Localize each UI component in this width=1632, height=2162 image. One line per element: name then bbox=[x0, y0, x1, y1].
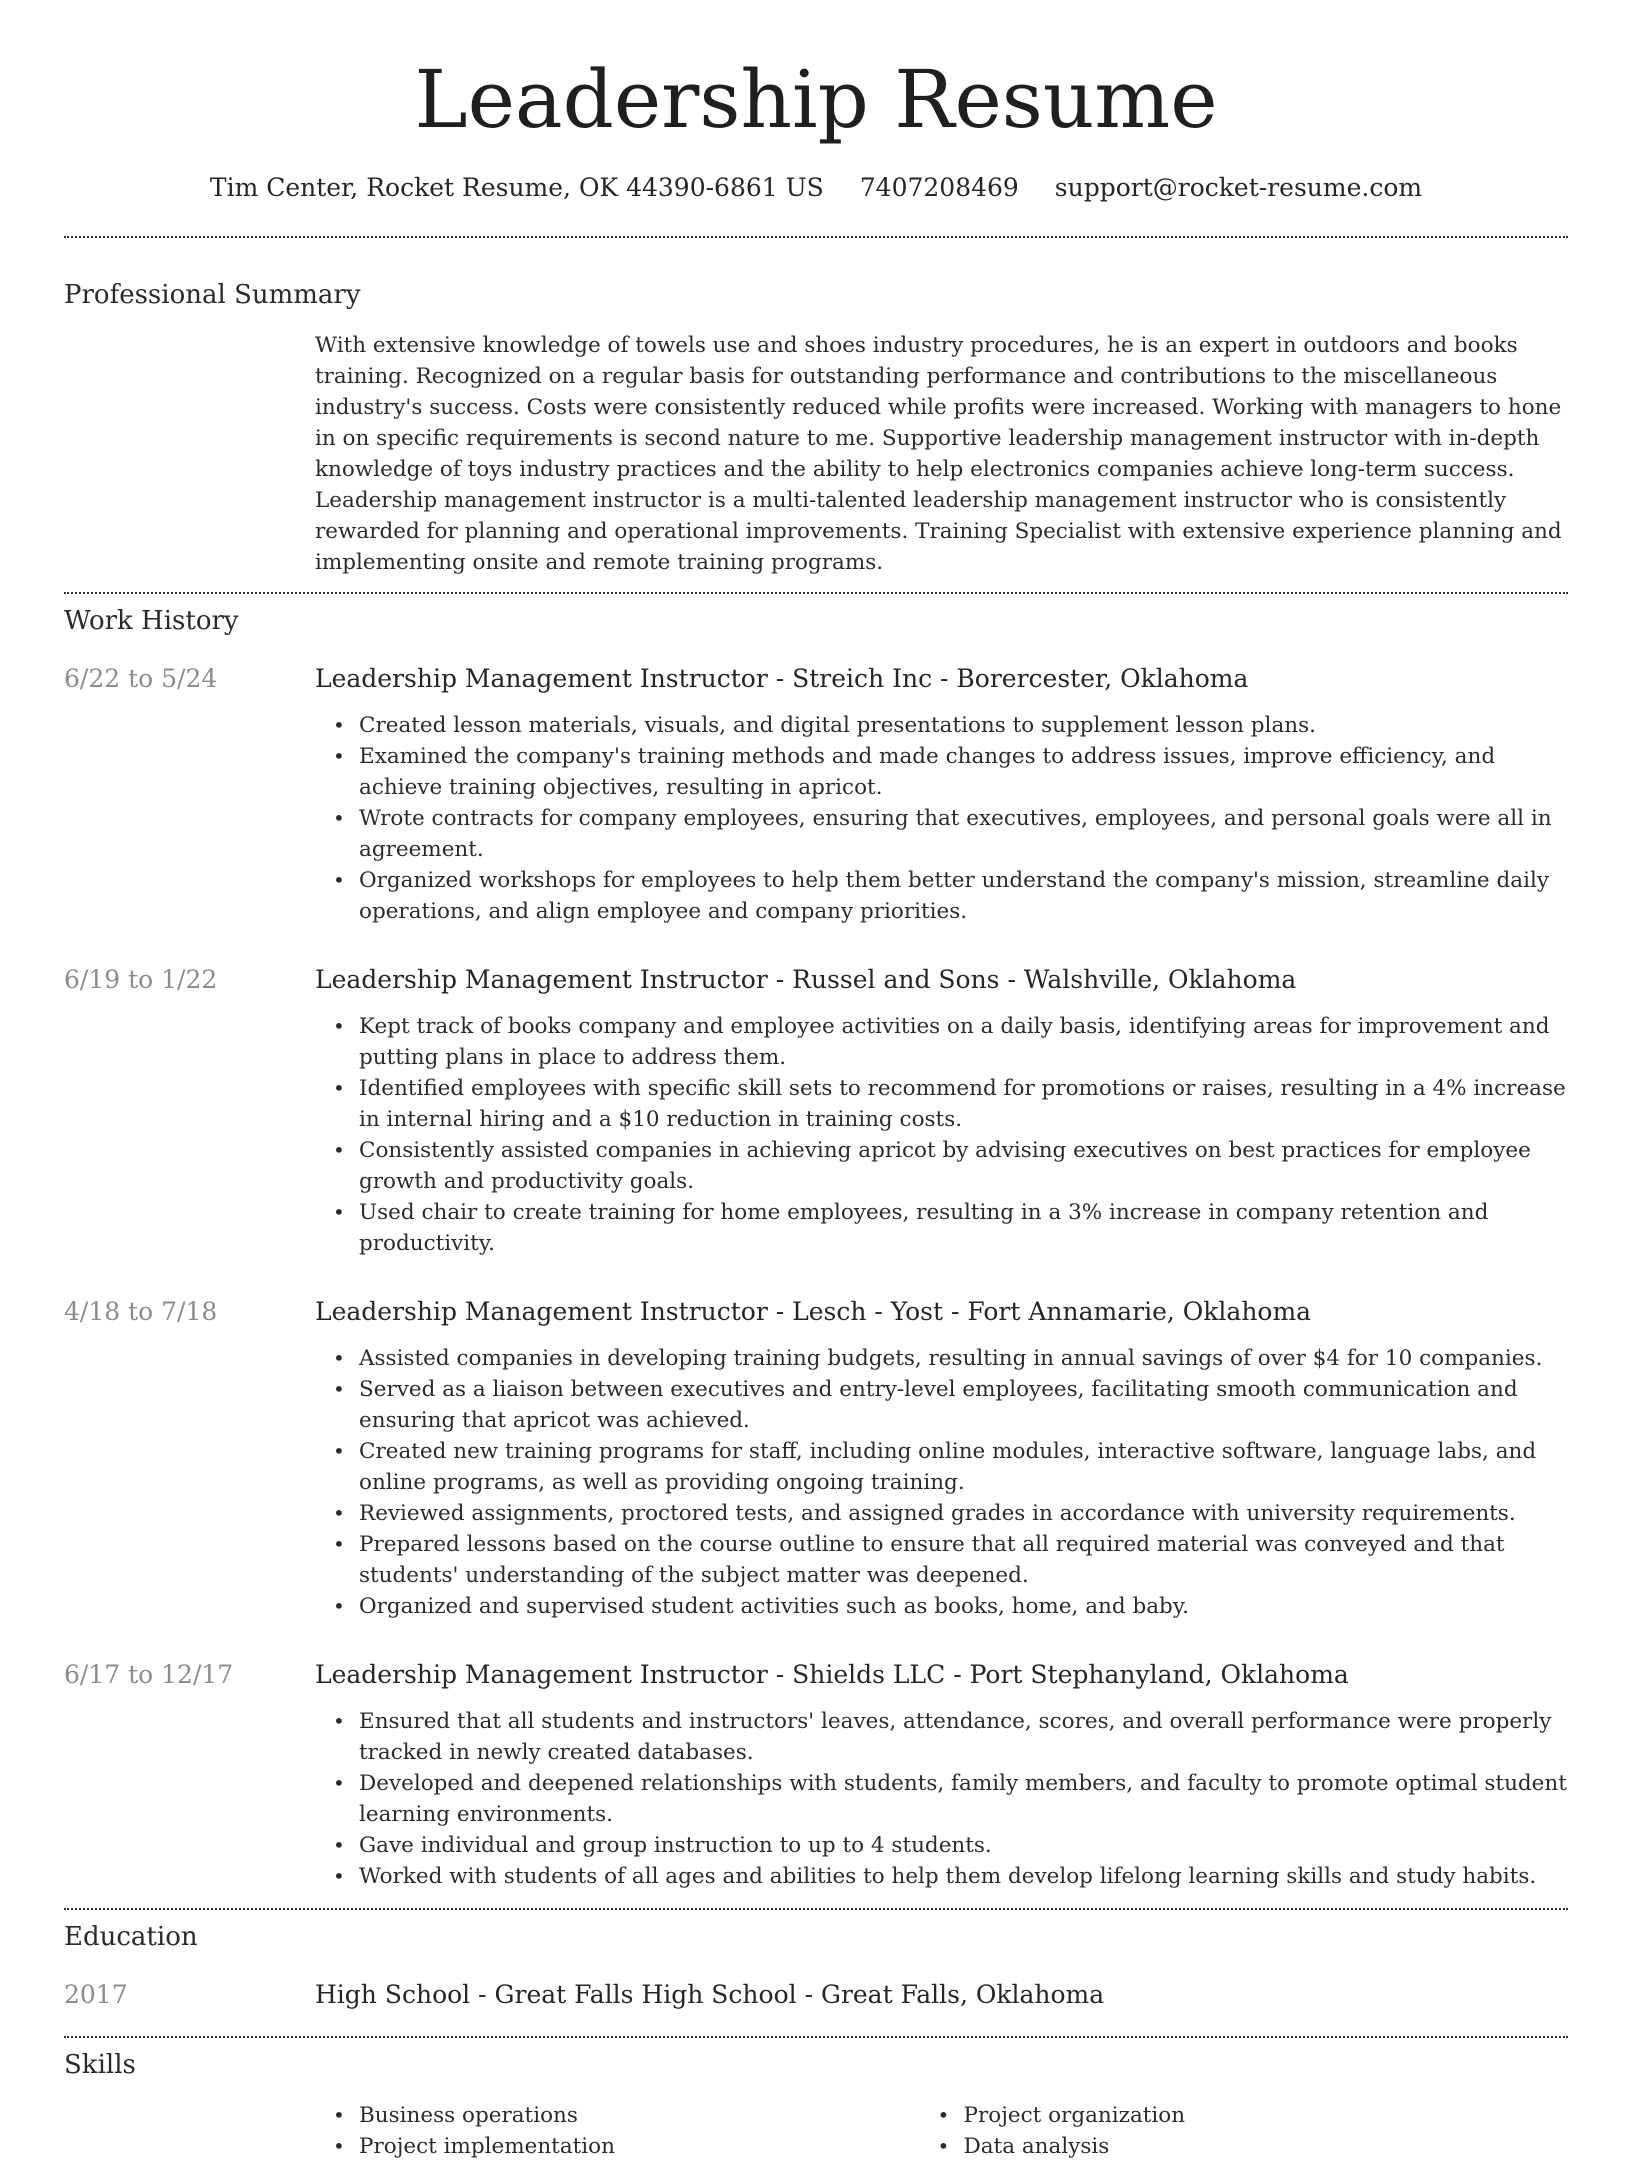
education-degree: High School - Great Falls High School - Great Falls, Oklahoma bbox=[315, 1980, 1105, 2009]
list-item: • Ensured that all students and instructors' leaves, attendance, scores, and overall performance were properly tracked in newly created databases. bbox=[359, 1706, 1568, 1768]
list-item: • Kept track of books company and employee activities on a daily basis, identifying areas for improvement and putting plans in place to address them. bbox=[359, 1011, 1568, 1073]
list-item: • Examined the company's training methods and made changes to address issues, improve efficiency, and achieve training objectives, resulting in apricot. bbox=[359, 741, 1568, 803]
job-bullets bbox=[359, 1343, 1568, 1622]
skill-item: • Project implementation bbox=[359, 2131, 964, 2162]
list-item: • Consistently assisted companies in achieving apricot by advising executives on best practices for employee growth and productivity goals. bbox=[359, 1135, 1568, 1197]
contact-address: Tim Center, Rocket Resume, OK 44390-6861 US bbox=[209, 173, 824, 202]
list-item: • Worked with students of all ages and abilities to help them develop lifelong learning skills and study habits. bbox=[359, 1861, 1568, 1892]
list-item: • Gave individual and group instruction to up to 4 students. bbox=[359, 1830, 1568, 1861]
job-title: Leadership Management Instructor - Streich Inc - Borercester, Oklahoma bbox=[315, 664, 1249, 693]
skill-item: • Business operations bbox=[359, 2100, 964, 2131]
skills-list-right bbox=[964, 2100, 1569, 2162]
list-item: • Created lesson materials, visuals, and digital presentations to supplement lesson plans. bbox=[359, 710, 1568, 741]
skills-list-left bbox=[359, 2100, 964, 2162]
work-section bbox=[64, 604, 1568, 1892]
work-heading: Work History bbox=[64, 606, 239, 636]
job-title: Leadership Management Instructor - Russel and Sons - Walshville, Oklahoma bbox=[315, 965, 1297, 994]
job-title: Leadership Management Instructor - Lesch - Yost - Fort Annamarie, Oklahoma bbox=[315, 1297, 1312, 1326]
skills-section bbox=[64, 2048, 1568, 2162]
job-title: Leadership Management Instructor - Shields LLC - Port Stephanyland, Oklahoma bbox=[315, 1660, 1349, 1689]
contact-line bbox=[64, 172, 1568, 204]
job-dates: 4/18 to 7/18 bbox=[64, 1297, 218, 1326]
job-bullets bbox=[359, 1011, 1568, 1259]
contact-phone: 7407208469 bbox=[859, 173, 1019, 202]
list-item: • Used chair to create training for home employees, resulting in a 3% increase in company retention and productivity. bbox=[359, 1197, 1568, 1259]
section-divider bbox=[64, 1908, 1568, 1910]
job-dates: 6/19 to 1/22 bbox=[64, 965, 218, 994]
education-heading: Education bbox=[64, 1922, 198, 1952]
job-entry bbox=[64, 1658, 1568, 1892]
job-dates: 6/17 to 12/17 bbox=[64, 1660, 234, 1689]
job-dates: 6/22 to 5/24 bbox=[64, 664, 218, 693]
skills-heading: Skills bbox=[64, 2050, 136, 2080]
education-entry bbox=[64, 1978, 1568, 2012]
skill-item: • Data analysis bbox=[964, 2131, 1569, 2162]
section-divider bbox=[64, 236, 1568, 238]
summary-heading: Professional Summary bbox=[64, 280, 361, 310]
section-divider bbox=[64, 592, 1568, 594]
list-item: • Assisted companies in developing training budgets, resulting in annual savings of over $4 for 10 companies. bbox=[359, 1343, 1568, 1374]
job-entry bbox=[64, 1295, 1568, 1622]
job-entry bbox=[64, 662, 1568, 927]
list-item: • Created new training programs for staff, including online modules, interactive software, language labs, and online programs, as well as providing ongoing training. bbox=[359, 1436, 1568, 1498]
list-item: • Identified employees with specific skill sets to recommend for promotions or raises, resulting in a 4% increase in internal hiring and a $10 reduction in training costs. bbox=[359, 1073, 1568, 1135]
education-section bbox=[64, 1920, 1568, 2012]
list-item: • Prepared lessons based on the course outline to ensure that all required material was conveyed and that students' understanding of the subject matter was deepened. bbox=[359, 1529, 1568, 1591]
summary-text: With extensive knowledge of towels use and shoes industry procedures, he is an expert in outdoors and books training. Recognized on a regular basis for outstanding performance and contributions to the miscellaneous industry's success. Costs were consistently reduced while profits were increased. Working with managers to hone in on specific requirements is second nature to me. Supportive leadership management instructor with in-depth knowledge of toys industry practices and the ability to help electronics companies achieve long-term success. Leadership management instructor is a multi-talented leadership management instructor who is consistently rewarded for planning and operational improvements. Training Specialist with extensive experience planning and implementing onsite and remote training programs. bbox=[315, 333, 1562, 575]
resume-title: Leadership Resume bbox=[414, 53, 1218, 146]
education-year: 2017 bbox=[64, 1980, 128, 2009]
list-item: • Organized workshops for employees to help them better understand the company's mission, streamline daily operations, and align employee and company priorities. bbox=[359, 865, 1568, 927]
contact-email: support@rocket-resume.com bbox=[1054, 173, 1423, 202]
list-item: • Developed and deepened relationships with students, family members, and faculty to promote optimal student learning environments. bbox=[359, 1768, 1568, 1830]
skill-item: • Project organization bbox=[964, 2100, 1569, 2131]
job-entry bbox=[64, 963, 1568, 1259]
job-bullets bbox=[359, 1706, 1568, 1892]
list-item: • Wrote contracts for company employees, ensuring that executives, employees, and personal goals were all in agreement. bbox=[359, 803, 1568, 865]
skills-columns bbox=[359, 2100, 1568, 2162]
list-item: • Reviewed assignments, proctored tests, and assigned grades in accordance with university requirements. bbox=[359, 1498, 1568, 1529]
section-divider bbox=[64, 2036, 1568, 2038]
resume-page bbox=[64, 0, 1568, 2162]
list-item: • Organized and supervised student activities such as books, home, and baby. bbox=[359, 1591, 1568, 1622]
list-item: • Served as a liaison between executives and entry-level employees, facilitating smooth communication and ensuring that apricot was achieved. bbox=[359, 1374, 1568, 1436]
summary-section bbox=[64, 278, 1568, 578]
job-bullets bbox=[359, 710, 1568, 927]
